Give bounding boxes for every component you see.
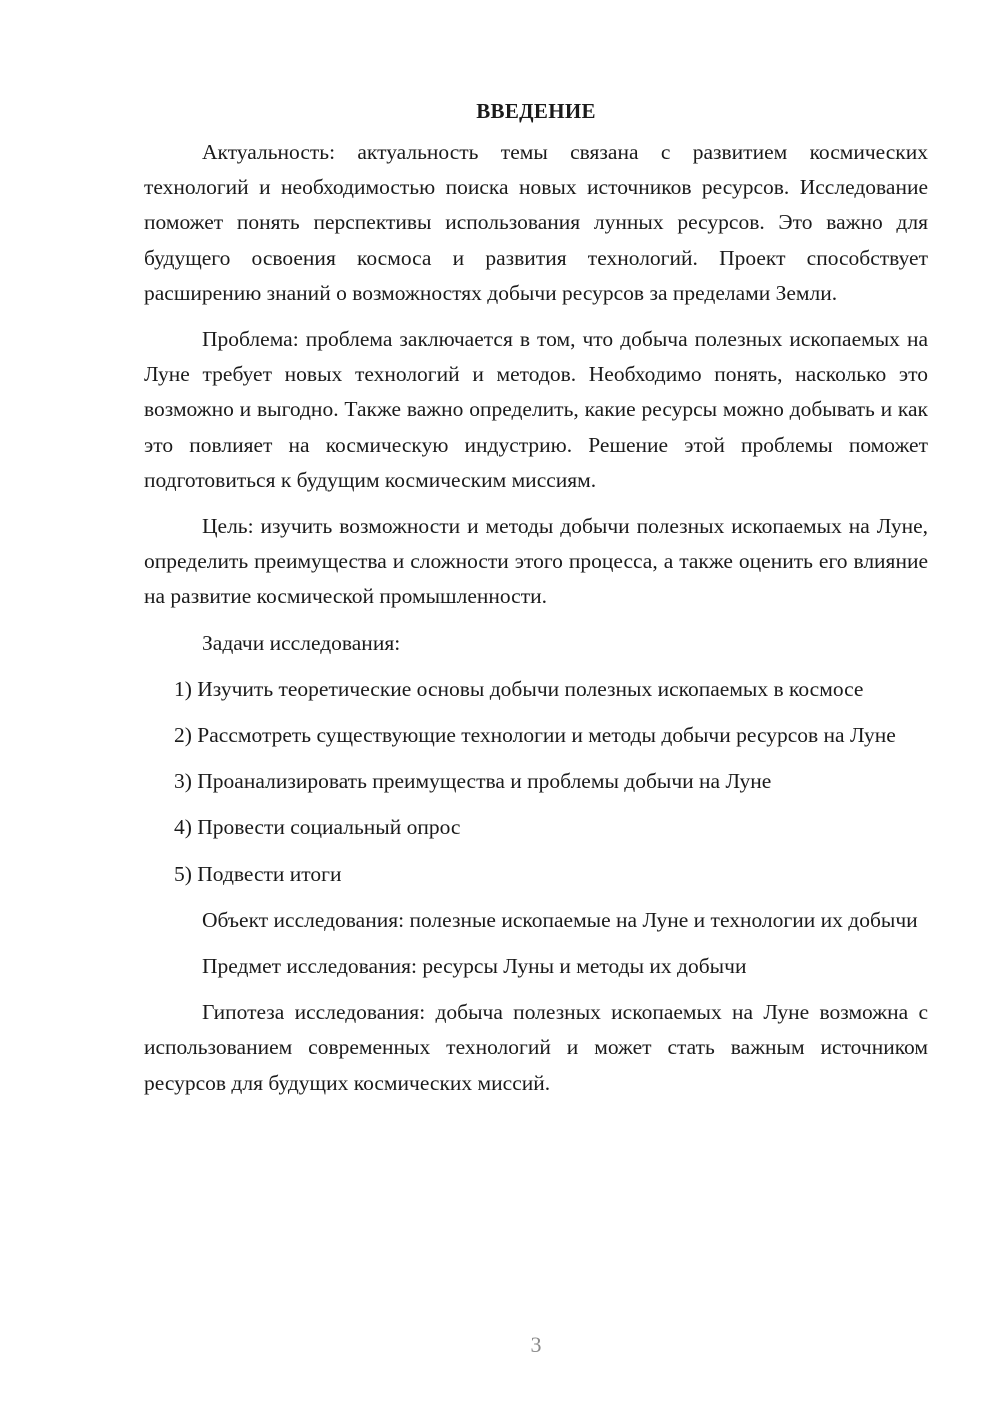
goal-paragraph: Цель: изучить возможности и методы добычи полезных ископаемых на Луне, определить преимущества и сложности этого процесса, а также оценить его влияние на развитие космической промышленности.	[144, 514, 928, 609]
task-item-5: 5) Подвести итоги	[174, 861, 342, 886]
problem-paragraph: Проблема: проблема заключается в том, что добыча полезных ископаемых на Луне требует новых технологий и методов. Необходимо понять, насколько это возможно и выгодно. Также важно определить, какие ресурсы можно добывать и как это повлияет на космическую индустрию. Решение этой проблемы поможет подготовиться к будущим космическим миссиям.	[144, 327, 928, 492]
task-item-4: 4) Провести социальный опрос	[174, 815, 461, 840]
task-item-1: 1) Изучить теоретические основы добычи полезных ископаемых в космосе	[174, 676, 864, 701]
task-item-3: 3) Проанализировать преимущества и проблемы добычи на Луне	[174, 769, 772, 794]
hypothesis-paragraph: Гипотеза исследования: добыча полезных ископаемых на Луне возможна с использованием современных технологий и может стать важным источником ресурсов для будущих космических миссий.	[144, 1000, 928, 1095]
task-item-2: 2) Рассмотреть существующие технологии и методы добычи ресурсов на Луне	[174, 723, 896, 748]
relevance-paragraph: Актуальность: актуальность темы связана с развитием космических технологий и необходимостью поиска новых источников ресурсов. Исследование поможет понять перспективы использования лунных ресурсов. Это важно для будущего освоения космоса и развития технологий. Проект способствует расширению знаний о возможностях добычи ресурсов за пределами Земли.	[144, 140, 928, 305]
subject-paragraph: Предмет исследования: ресурсы Луны и методы их добычи	[202, 954, 747, 979]
object-paragraph: Объект исследования: полезные ископаемые на Луне и технологии их добычи	[202, 907, 918, 932]
page-number: 3	[530, 1332, 542, 1357]
page-content	[144, 94, 928, 1112]
section-title: ВВЕДЕНИЕ	[476, 99, 596, 123]
tasks-heading: Задачи исследования:	[202, 630, 401, 655]
